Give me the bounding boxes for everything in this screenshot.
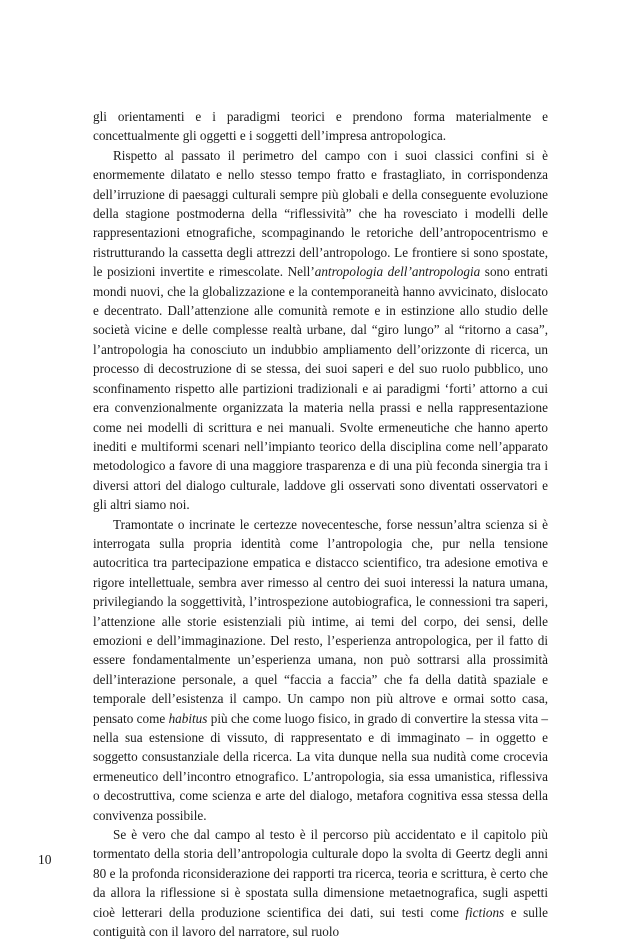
- paragraph-1: [93, 107, 548, 146]
- page-number: 10: [38, 852, 52, 867]
- paragraph-text: Rispetto al passato il perimetro del campo con i suoi classici confini si è enormemente dilatato e nello stesso tempo fratto e frastagliato, in corrispondenza dell’irruzione di paesaggi culturali sempre più globali e della conseguente evoluzione della stagione postmoderna della “riflessività” che ha rovesciato i modelli delle rappresentazioni etnografiche, scompaginando le retoriche dell’antropocentrismo e ristrutturando la cassetta degli attrezzi dell’antropologo. Le frontiere si sono spostate, le posizioni invertite e rimescolate. Nell’: [93, 147, 548, 280]
- italic-term: antropologia dell’antropologia: [314, 264, 481, 280]
- body-text: [93, 107, 548, 941]
- paragraph-3: [93, 515, 548, 826]
- paragraph-text: più che come luogo fisico, in grado di convertire la stessa vita – nella sua estensione di vissuto, di rappresentato e di immaginato – in oggetto e soggetto consustanziale della ricerca. La vita dunque nella sua nudità come crocevia ermeneutico dell’incontro etnografico. L’antropologia, sia essa umanistica, riflessiva o decostruttiva, come scienza e arte del dialogo, metafora cognitiva essa stessa della convivenza possibile.: [93, 710, 548, 823]
- paragraph-text: Se è vero che dal campo al testo è il percorso più accidentato e il capitolo più tormentato della storia dell’antropologia culturale dopo la svolta di Geertz degli anni 80 e la profonda riconsiderazione dei rapporti tra ricerca, teoria e scrittura, è certo che da allora la riflessione si è spostata sulla dimensione metaetnografica, sugli aspetti cioè letterari della produzione scientifica dei dati, sui testi come: [93, 827, 548, 920]
- paragraph-text: Tramontate o incrinate le certezze novecentesche, forse nessun’altra scienza si è interrogata sulla propria identità come l’antropologia che, pur nella tensione autocritica tra partecipazione empatica e distacco scientifico, tra adesione emotiva e rigore intellettuale, sembra aver rimesso al centro dei suoi interessi la natura umana, privilegiando la soggettività, l’introspezione autobiografica, le connessioni tra saperi, l’attenzione alle storie esistenziali più intime, ai temi del corpo, dei sensi, delle emozioni e dell’immaginazione. Del resto, l’esperienza antropologica, per il fatto di essere fondamentalmente un’esperienza umana, non può sottrarsi alla prossimità dell’interazione personale, a quel “faccia a faccia” che fa della datità spaziale e temporale dell’esistenza il campo. Un campo non più altrove e ormai sotto casa, pensato come: [93, 516, 548, 726]
- paragraph-4: [93, 825, 548, 941]
- paragraph-text: gli orientamenti e i paradigmi teorici e prendono forma materialmente e concettualmente gli oggetti e i soggetti dell’impresa antropologica.: [93, 109, 548, 144]
- italic-term: habitus: [168, 710, 208, 726]
- paragraph-text: e sulle contiguità con il lavoro del narratore, sul ruolo: [93, 904, 548, 940]
- paragraph-2: [93, 146, 548, 515]
- italic-term: fictions: [465, 904, 505, 920]
- paragraph-text: sono entrati mondi nuovi, che la globalizzazione e la contemporaneità hanno avvicinato, dislocato e decentrato. Dall’attenzione alle comunità remote e in estinzione allo studio delle società vicine e delle complesse realtà urbane, dal “giro lungo” al “ritorno a casa”, l’antropologia ha conosciuto un indubbio ampliamento dell’orizzonte di ricerca, un processo di decostruzione di se stessa, dei suoi saperi e del suo ruolo pubblico, uno sconfinamento rispetto alle partizioni tradizionali e ai paradigmi ‘forti’ attorno a cui era convenzionalmente organizzata la materia nella prassi e nella rappresentazione come nei modelli di scrittura e nei manuali. Svolte ermeneutiche che hanno aperto inediti e multiformi scenari nell’impianto teorico della disciplina come nell’apparato metodologico a favore di una maggiore trasparenza e di una più feconda sinergia tra i diversi attori del dialogo culturale, laddove gli osservati sono diventati osservatori e gli altri siamo noi.: [93, 264, 548, 513]
